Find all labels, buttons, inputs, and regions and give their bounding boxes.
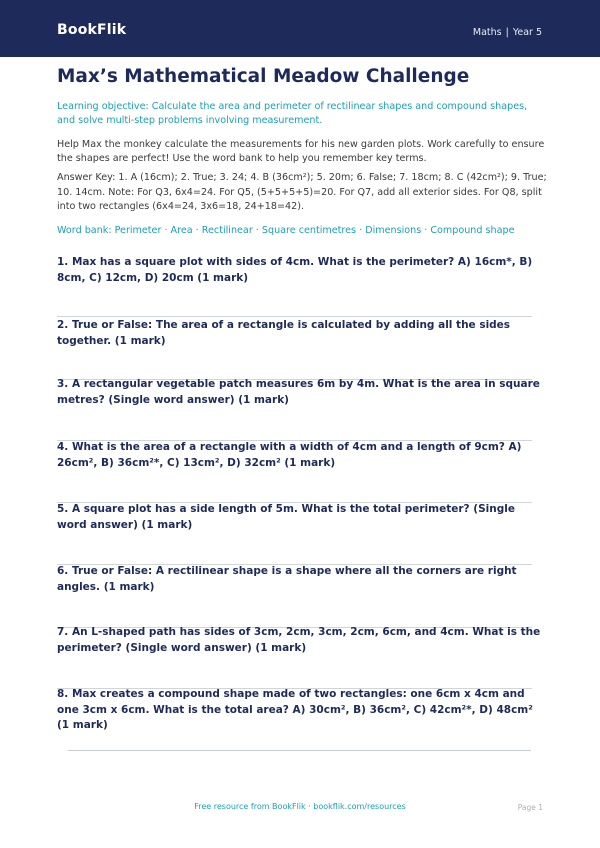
question-3: 3. A rectangular vegetable patch measures 6m by 4m. What is the area in square metres? (Single word answer) (1 mark) <box>57 378 540 406</box>
page-number: Page 1 <box>517 803 543 812</box>
question-5: 5. A square plot has a side length of 5m. What is the total perimeter? (Single word answer) (1 mark) <box>57 503 515 531</box>
year-label: Year 5 <box>512 27 542 38</box>
answer-line-1[interactable] <box>57 316 532 317</box>
page-title: Max’s Mathematical Meadow Challenge <box>57 66 470 87</box>
question-6: 6. True or False: A rectilinear shape is a shape where all the corners are right angles. (1 mark) <box>57 565 517 593</box>
question-8: 8. Max creates a compound shape made of two rectangles: one 6cm x 4cm and one 3cm x 6cm. What is the total area? A) 30cm², B) 36cm², C) 42cm²*, D) 48cm² (1 mark) <box>57 688 533 731</box>
footer-divider <box>68 750 531 751</box>
question-2: 2. True or False: The area of a rectangle is calculated by adding all the sides together. (1 mark) <box>57 319 511 347</box>
learning-objective: Learning objective: Calculate the area and perimeter of rectilinear shapes and compound shapes, and solve multi-step problems involving measurement. <box>57 101 528 126</box>
intro-text: Help Max the monkey calculate the measurements for his new garden plots. Work carefully to ensure the shapes are perfect! Use the word bank to help you remember key terms. <box>57 139 545 164</box>
answer-key: Answer Key: 1. A (16cm); 2. True; 3. 24; 4. B (36cm²); 5. 20m; 6. False; 7. 18cm; 8. C (42cm²); 9. True; 10. 14cm. Note: For Q3, 6x4=24. For Q5, (5+5+5+5)=20. For Q7, add all exterior sides. For Q8, split into two rectangles (6x4=24, 3x6=18, 24+18=42). <box>57 172 547 212</box>
question-1: 1. Max has a square plot with sides of 4cm. What is the perimeter? A) 16cm*, B) 8cm, C) 12cm, D) 20cm (1 mark) <box>57 256 533 284</box>
question-4: 4. What is the area of a rectangle with a width of 4cm and a length of 9cm? A) 26cm², B) 36cm²*, C) 13cm², D) 32cm² (1 mark) <box>57 441 522 469</box>
header-separator: | <box>505 27 509 38</box>
question-7: 7. An L-shaped path has sides of 3cm, 2cm, 3cm, 2cm, 6cm, and 4cm. What is the perimeter? (Single word answer) (1 mark) <box>57 626 541 654</box>
brand-logo[interactable]: BookFlik <box>57 22 127 38</box>
footer-resource-link[interactable]: Free resource from BookFlik · bookflik.com/resources <box>194 802 406 811</box>
subject-label: Maths <box>472 27 502 38</box>
page-header <box>0 0 600 57</box>
header-meta <box>473 27 542 38</box>
word-bank: Word bank: Perimeter · Area · Rectilinear · Square centimetres · Dimensions · Compound shape <box>57 225 515 236</box>
